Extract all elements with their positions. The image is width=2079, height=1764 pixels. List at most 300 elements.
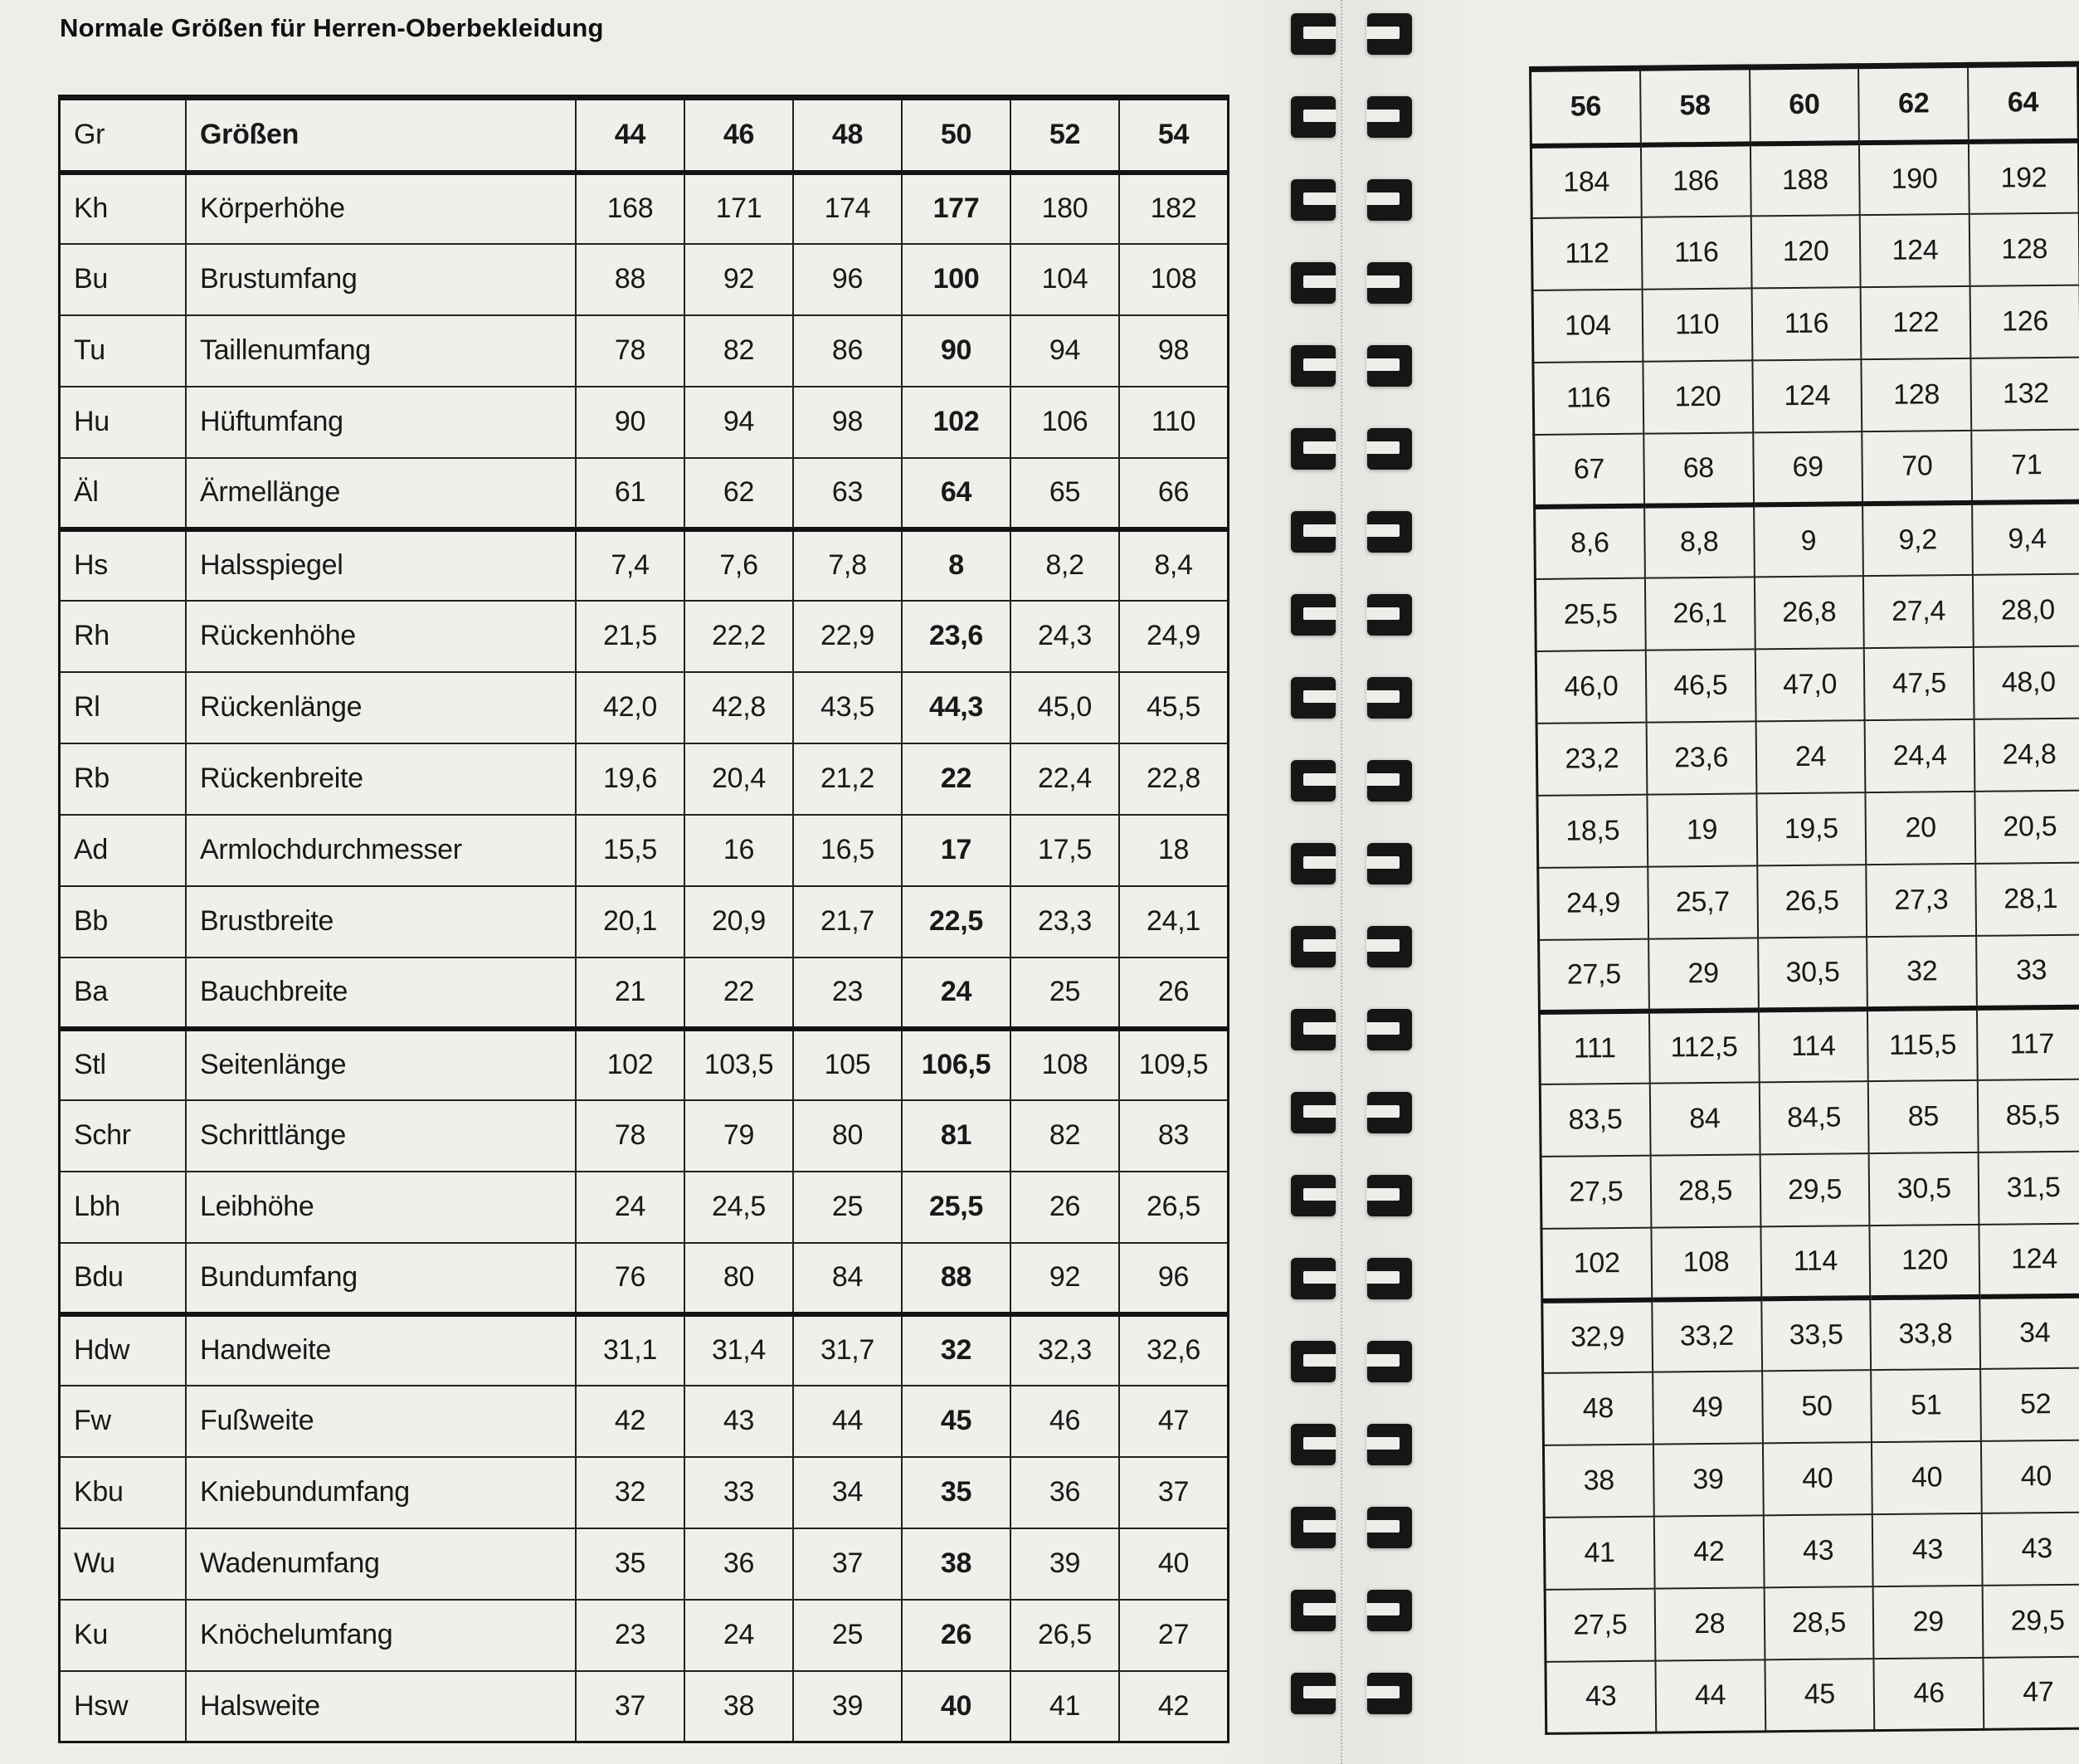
measure-row	[1544, 1512, 2079, 1589]
measure-label-cell: Taillenumfang	[186, 315, 576, 387]
binding-clip-icon	[1367, 1009, 1412, 1050]
binding-clip-icon	[1291, 179, 1336, 221]
size-header-cell: 60	[1750, 66, 1860, 144]
size-value-cell: 22	[684, 958, 793, 1029]
measure-label-cell: Hüftumfang	[186, 387, 576, 458]
binding-clip-icon	[1291, 1092, 1336, 1133]
size-value-cell: 23,3	[1010, 886, 1119, 958]
size-value-cell: 124	[1860, 213, 1970, 286]
size-value-cell: 63	[793, 458, 902, 529]
size-value-cell: 23,2	[1536, 722, 1647, 795]
size-header-cell: 56	[1531, 68, 1641, 145]
size-value-cell: 94	[684, 387, 793, 458]
size-value-cell: 80	[684, 1243, 793, 1314]
size-value-cell: 21,2	[793, 743, 902, 815]
size-value-cell: 22,5	[902, 886, 1010, 958]
size-value-cell: 27,4	[1863, 574, 1974, 647]
size-value-cell: 24	[684, 1600, 793, 1671]
size-value-cell: 190	[1859, 141, 1969, 214]
size-value-cell: 46	[1010, 1386, 1119, 1457]
size-value-cell: 109,5	[1119, 1029, 1229, 1100]
measure-row	[1539, 934, 2079, 1011]
size-value-cell: 23	[576, 1600, 684, 1671]
measure-abbr-cell: Wu	[60, 1528, 187, 1600]
binding-clip-icon	[1367, 677, 1412, 719]
size-value-cell: 31,1	[576, 1314, 684, 1386]
size-value-cell: 40	[1981, 1440, 2079, 1513]
measure-row	[60, 244, 1229, 315]
size-value-cell: 38	[1543, 1444, 1653, 1517]
size-value-cell: 25,7	[1648, 865, 1758, 938]
size-value-cell: 32,9	[1542, 1299, 1653, 1372]
size-value-cell: 17,5	[1010, 815, 1119, 886]
binding-clip-icon	[1367, 760, 1412, 802]
measure-row	[60, 601, 1229, 672]
size-value-cell: 47	[1984, 1656, 2079, 1729]
size-value-cell: 180	[1010, 173, 1119, 244]
size-value-cell: 28,0	[1973, 573, 2079, 646]
size-value-cell: 37	[793, 1528, 902, 1600]
size-value-cell: 108	[1010, 1029, 1119, 1100]
size-value-cell: 84	[1650, 1082, 1760, 1155]
binding-clip-icon	[1291, 13, 1336, 55]
measure-row	[60, 1528, 1229, 1600]
size-value-cell: 29,5	[1983, 1584, 2079, 1657]
measure-row	[60, 958, 1229, 1029]
size-value-cell: 98	[793, 387, 902, 458]
size-value-cell: 78	[576, 1100, 684, 1172]
measure-abbr-cell: Hsw	[60, 1671, 187, 1742]
size-value-cell: 39	[1010, 1528, 1119, 1600]
measure-label-cell: Wadenumfang	[186, 1528, 576, 1600]
size-value-cell: 33,8	[1871, 1296, 1981, 1369]
size-value-cell: 43	[684, 1386, 793, 1457]
size-value-cell: 182	[1119, 173, 1229, 244]
size-value-cell: 21,5	[576, 601, 684, 672]
binding-clip-icon	[1291, 926, 1336, 967]
measure-abbr-cell: Hs	[60, 529, 187, 601]
size-value-cell: 80	[793, 1100, 902, 1172]
size-value-cell: 37	[1119, 1457, 1229, 1528]
measure-row	[60, 458, 1229, 529]
size-value-cell: 64	[902, 458, 1010, 529]
size-value-cell: 43	[1763, 1514, 1873, 1587]
size-value-cell: 47,5	[1864, 646, 1974, 719]
size-value-cell: 126	[1970, 285, 2079, 358]
measure-abbr-cell: Ba	[60, 958, 187, 1029]
binding-clip-icon	[1367, 926, 1412, 967]
size-value-cell: 90	[902, 315, 1010, 387]
size-value-cell: 31,4	[684, 1314, 793, 1386]
measure-row	[1546, 1656, 2079, 1733]
size-value-cell: 8,2	[1010, 529, 1119, 601]
size-value-cell: 117	[1977, 1006, 2079, 1079]
size-value-cell: 23	[793, 958, 902, 1029]
measure-row	[1537, 790, 2079, 867]
measure-row	[60, 886, 1229, 958]
size-value-cell: 19,5	[1756, 792, 1867, 865]
binding-clip-icon	[1367, 428, 1412, 470]
size-value-cell: 7,4	[576, 529, 684, 601]
size-header-cell: 50	[902, 98, 1010, 173]
size-value-cell: 51	[1871, 1368, 1981, 1441]
measure-label-cell: Brustbreite	[186, 886, 576, 958]
size-value-cell: 24,8	[1974, 718, 2079, 791]
size-value-cell: 25	[793, 1172, 902, 1243]
size-value-cell: 9,2	[1862, 502, 1973, 575]
measure-abbr-cell: Hu	[60, 387, 187, 458]
size-value-cell: 41	[1010, 1671, 1119, 1742]
size-value-cell: 47,0	[1755, 648, 1865, 721]
measure-row	[60, 1029, 1229, 1100]
size-value-cell: 21,7	[793, 886, 902, 958]
page-title: Normale Größen für Herren-Oberbekleidung	[60, 13, 604, 42]
size-header-cell: 58	[1640, 67, 1750, 144]
measure-row	[60, 1386, 1229, 1457]
size-value-cell: 7,8	[793, 529, 902, 601]
measure-label-cell: Kniebundumfang	[186, 1457, 576, 1528]
measure-abbr-cell: Fw	[60, 1386, 187, 1457]
size-value-cell: 40	[902, 1671, 1010, 1742]
measure-row	[1533, 357, 2079, 434]
size-value-cell: 82	[1010, 1100, 1119, 1172]
size-value-cell: 44	[1655, 1659, 1765, 1732]
size-value-cell: 88	[576, 244, 684, 315]
size-value-cell: 27	[1119, 1600, 1229, 1671]
size-value-cell: 28,5	[1764, 1586, 1874, 1659]
size-value-cell: 108	[1651, 1226, 1761, 1299]
measure-abbr-cell: Ku	[60, 1600, 187, 1671]
measure-row	[1543, 1440, 2079, 1517]
size-value-cell: 45	[902, 1386, 1010, 1457]
binding-clip-icon	[1291, 1258, 1336, 1299]
size-value-cell: 35	[902, 1457, 1010, 1528]
measure-label-cell: Leibhöhe	[186, 1172, 576, 1243]
measure-row	[60, 315, 1229, 387]
binding-clip-icon	[1291, 594, 1336, 636]
binding-clip-icon	[1291, 345, 1336, 387]
size-value-cell: 192	[1969, 140, 2079, 213]
measure-row	[60, 1243, 1229, 1314]
size-value-cell: 102	[902, 387, 1010, 458]
size-value-cell: 116	[1533, 361, 1643, 434]
measure-row	[60, 1100, 1229, 1172]
measure-abbr-cell: Kbu	[60, 1457, 187, 1528]
size-value-cell: 24,4	[1865, 719, 1975, 792]
size-value-cell: 116	[1642, 216, 1752, 289]
size-value-cell: 52	[1980, 1367, 2079, 1440]
measure-row	[60, 387, 1229, 458]
size-value-cell: 65	[1010, 458, 1119, 529]
measure-row	[1541, 1151, 2079, 1228]
size-value-cell: 25	[1010, 958, 1119, 1029]
binding-clip-icon	[1367, 1507, 1412, 1548]
size-value-cell: 98	[1119, 315, 1229, 387]
size-value-cell: 23,6	[1646, 721, 1756, 794]
size-value-cell: 22,4	[1010, 743, 1119, 815]
size-value-cell: 8,8	[1644, 504, 1755, 577]
size-value-cell: 20	[1866, 791, 1976, 864]
size-value-cell: 44	[793, 1386, 902, 1457]
size-value-cell: 42	[1654, 1515, 1765, 1588]
size-value-cell: 168	[576, 173, 684, 244]
size-value-cell: 120	[1750, 215, 1861, 288]
binding-clip-icon	[1291, 511, 1336, 553]
fold-dotted-line	[1341, 0, 1342, 1764]
size-value-cell: 39	[793, 1671, 902, 1742]
measure-abbr-cell: Ad	[60, 815, 187, 886]
size-value-cell: 43	[1872, 1513, 1983, 1586]
size-value-cell: 46	[1874, 1657, 1984, 1730]
size-value-cell: 9	[1754, 504, 1864, 577]
size-value-cell: 24,9	[1119, 601, 1229, 672]
size-value-cell: 33,2	[1652, 1299, 1762, 1372]
right-header-row	[1531, 64, 2079, 145]
size-value-cell: 16,5	[793, 815, 902, 886]
size-value-cell: 31,7	[793, 1314, 902, 1386]
size-value-cell: 27,3	[1867, 863, 1977, 936]
binding-fold-shadow	[1220, 0, 1468, 1764]
measure-label-cell: Knöchelumfang	[186, 1600, 576, 1671]
size-value-cell: 122	[1861, 285, 1971, 358]
size-value-cell: 29	[1873, 1585, 1984, 1658]
size-value-cell: 22,9	[793, 601, 902, 672]
measure-row	[1535, 573, 2079, 651]
measure-abbr-cell: Bb	[60, 886, 187, 958]
measure-abbr-cell: Schr	[60, 1100, 187, 1172]
size-value-cell: 96	[1119, 1243, 1229, 1314]
size-value-cell: 34	[793, 1457, 902, 1528]
size-value-cell: 27,5	[1539, 938, 1649, 1011]
size-value-cell: 106	[1010, 387, 1119, 458]
size-value-cell: 36	[1010, 1457, 1119, 1528]
size-value-cell: 29	[1648, 938, 1759, 1011]
measure-row	[1534, 429, 2079, 506]
size-value-cell: 18	[1119, 815, 1229, 886]
size-value-cell: 42,0	[576, 672, 684, 743]
size-value-cell: 22,8	[1119, 743, 1229, 815]
size-value-cell: 120	[1870, 1224, 1980, 1297]
binding-clip-icon	[1367, 843, 1412, 884]
size-value-cell: 115,5	[1867, 1007, 1978, 1080]
measure-label-cell: Schrittlänge	[186, 1100, 576, 1172]
size-value-cell: 42,8	[684, 672, 793, 743]
size-value-cell: 16	[684, 815, 793, 886]
header-label-cell: Größen	[186, 98, 576, 173]
binding-clip-icon	[1367, 594, 1412, 636]
size-value-cell: 31,5	[1979, 1151, 2079, 1224]
size-value-cell: 26,5	[1757, 865, 1867, 938]
size-value-cell: 43	[1982, 1512, 2079, 1585]
size-value-cell: 128	[1862, 358, 1972, 431]
size-value-cell: 100	[902, 244, 1010, 315]
size-value-cell: 26	[1119, 958, 1229, 1029]
size-value-cell: 17	[902, 815, 1010, 886]
size-header-cell: 62	[1858, 65, 1969, 142]
measure-row	[1541, 1223, 2079, 1300]
size-value-cell: 38	[684, 1671, 793, 1742]
binding-clip-icon	[1367, 1092, 1412, 1133]
size-value-cell: 85	[1868, 1079, 1979, 1152]
size-value-cell: 84	[793, 1243, 902, 1314]
binding-clip-icon	[1367, 1175, 1412, 1216]
measure-row	[60, 173, 1229, 244]
size-value-cell: 24,1	[1119, 886, 1229, 958]
size-value-cell: 40	[1872, 1440, 1982, 1513]
binding-clip-icon	[1291, 1175, 1336, 1216]
size-value-cell: 24,3	[1010, 601, 1119, 672]
size-value-cell: 110	[1642, 288, 1752, 361]
size-value-cell: 32,6	[1119, 1314, 1229, 1386]
size-value-cell: 26,5	[1010, 1600, 1119, 1671]
measure-label-cell: Rückenhöhe	[186, 601, 576, 672]
size-value-cell: 38	[902, 1528, 1010, 1600]
size-value-cell: 8,6	[1535, 505, 1645, 578]
binding-clip-icon	[1367, 1673, 1412, 1714]
size-value-cell: 43,5	[793, 672, 902, 743]
measure-row	[1540, 1079, 2079, 1156]
size-value-cell: 45,5	[1119, 672, 1229, 743]
size-value-cell: 48	[1543, 1372, 1653, 1445]
size-header-cell: 46	[684, 98, 793, 173]
measure-label-cell: Rückenlänge	[186, 672, 576, 743]
measure-abbr-cell: Rl	[60, 672, 187, 743]
right-size-table	[1529, 61, 2079, 1735]
measure-label-cell: Rückenbreite	[186, 743, 576, 815]
size-value-cell: 120	[1643, 360, 1753, 433]
measure-label-cell: Ärmellänge	[186, 458, 576, 529]
binding-clip-icon	[1367, 13, 1412, 55]
binding-clip-icon	[1291, 428, 1336, 470]
measure-label-cell: Halsweite	[186, 1671, 576, 1742]
size-value-cell: 82	[684, 315, 793, 387]
size-value-cell: 68	[1643, 432, 1754, 505]
size-value-cell: 24,9	[1538, 866, 1648, 939]
size-value-cell: 42	[576, 1386, 684, 1457]
binding-clip-icon	[1367, 96, 1412, 138]
size-value-cell: 94	[1010, 315, 1119, 387]
size-value-cell: 8,4	[1119, 529, 1229, 601]
binding-clip-icon	[1291, 1341, 1336, 1382]
size-value-cell: 7,6	[684, 529, 793, 601]
binding-clip-icon	[1291, 1673, 1336, 1714]
size-value-cell: 92	[1010, 1243, 1119, 1314]
measure-row	[1532, 285, 2079, 362]
measure-abbr-cell: Tu	[60, 315, 187, 387]
size-value-cell: 26,8	[1755, 576, 1865, 649]
size-value-cell: 34	[1979, 1295, 2079, 1368]
size-value-cell: 35	[576, 1528, 684, 1600]
size-value-cell: 37	[576, 1671, 684, 1742]
size-value-cell: 48,0	[1974, 646, 2079, 719]
measure-row	[60, 529, 1229, 601]
measure-label-cell: Fußweite	[186, 1386, 576, 1457]
binding-clip-icon	[1291, 1424, 1336, 1465]
binding-clip-icon	[1367, 1424, 1412, 1465]
measure-label-cell: Brustumfang	[186, 244, 576, 315]
size-value-cell: 33	[684, 1457, 793, 1528]
size-value-cell: 124	[1752, 359, 1862, 432]
size-value-cell: 50	[1762, 1370, 1872, 1443]
right-table-container	[1529, 61, 2079, 1735]
size-value-cell: 25,5	[1535, 577, 1645, 651]
measure-row	[1545, 1584, 2079, 1661]
measure-row	[60, 1671, 1229, 1742]
size-value-cell: 79	[684, 1100, 793, 1172]
size-value-cell: 92	[684, 244, 793, 315]
size-value-cell: 174	[793, 173, 902, 244]
size-value-cell: 24,5	[684, 1172, 793, 1243]
binding-clip-icon	[1291, 843, 1336, 884]
binding-clip-icon	[1367, 511, 1412, 553]
size-value-cell: 90	[576, 387, 684, 458]
size-value-cell: 25,5	[902, 1172, 1010, 1243]
measure-row	[1531, 212, 2079, 290]
binding-clip-icon	[1367, 1341, 1412, 1382]
size-value-cell: 23,6	[902, 601, 1010, 672]
size-value-cell: 186	[1641, 144, 1751, 217]
size-value-cell: 114	[1760, 1226, 1871, 1299]
binding-clip-icon	[1291, 262, 1336, 304]
measure-row	[1536, 646, 2079, 723]
size-value-cell: 19	[1647, 793, 1757, 866]
size-value-cell: 128	[1969, 212, 2079, 285]
measure-abbr-cell: Bdu	[60, 1243, 187, 1314]
measure-row	[1538, 862, 2079, 939]
size-value-cell: 112	[1531, 217, 1642, 290]
binding-clip-icon	[1291, 1507, 1336, 1548]
size-value-cell: 76	[576, 1243, 684, 1314]
size-value-cell: 61	[576, 458, 684, 529]
size-value-cell: 102	[576, 1029, 684, 1100]
measure-row	[60, 1457, 1229, 1528]
size-value-cell: 112,5	[1649, 1010, 1760, 1083]
size-value-cell: 69	[1753, 431, 1863, 504]
size-value-cell: 184	[1531, 144, 1641, 217]
size-value-cell: 32	[1867, 935, 1977, 1008]
size-value-cell: 28,1	[1975, 862, 2079, 935]
binding-clip-icon	[1367, 179, 1412, 221]
size-header-cell: 44	[576, 98, 684, 173]
size-value-cell: 104	[1532, 289, 1643, 362]
size-value-cell: 20,5	[1975, 790, 2079, 863]
size-value-cell: 32	[902, 1314, 1010, 1386]
size-value-cell: 71	[1971, 429, 2079, 502]
size-value-cell: 32	[576, 1457, 684, 1528]
size-value-cell: 85,5	[1978, 1079, 2079, 1152]
measure-abbr-cell: Bu	[60, 244, 187, 315]
size-value-cell: 45,0	[1010, 672, 1119, 743]
size-value-cell: 96	[793, 244, 902, 315]
size-value-cell: 43	[1546, 1660, 1656, 1733]
size-value-cell: 45	[1765, 1659, 1875, 1732]
measure-row	[60, 815, 1229, 886]
size-value-cell: 86	[793, 315, 902, 387]
size-value-cell: 29,5	[1760, 1153, 1870, 1226]
size-header-cell: 64	[1968, 64, 2078, 141]
size-value-cell: 20,1	[576, 886, 684, 958]
measure-abbr-cell: Stl	[60, 1029, 187, 1100]
size-value-cell: 177	[902, 173, 1010, 244]
binding-clip-icon	[1367, 262, 1412, 304]
size-value-cell: 26	[902, 1600, 1010, 1671]
size-value-cell: 15,5	[576, 815, 684, 886]
size-value-cell: 18,5	[1537, 794, 1648, 867]
header-abbr-cell: Gr	[60, 98, 187, 173]
size-value-cell: 33	[1976, 934, 2079, 1007]
size-value-cell: 124	[1979, 1223, 2079, 1296]
size-value-cell: 40	[1119, 1528, 1229, 1600]
